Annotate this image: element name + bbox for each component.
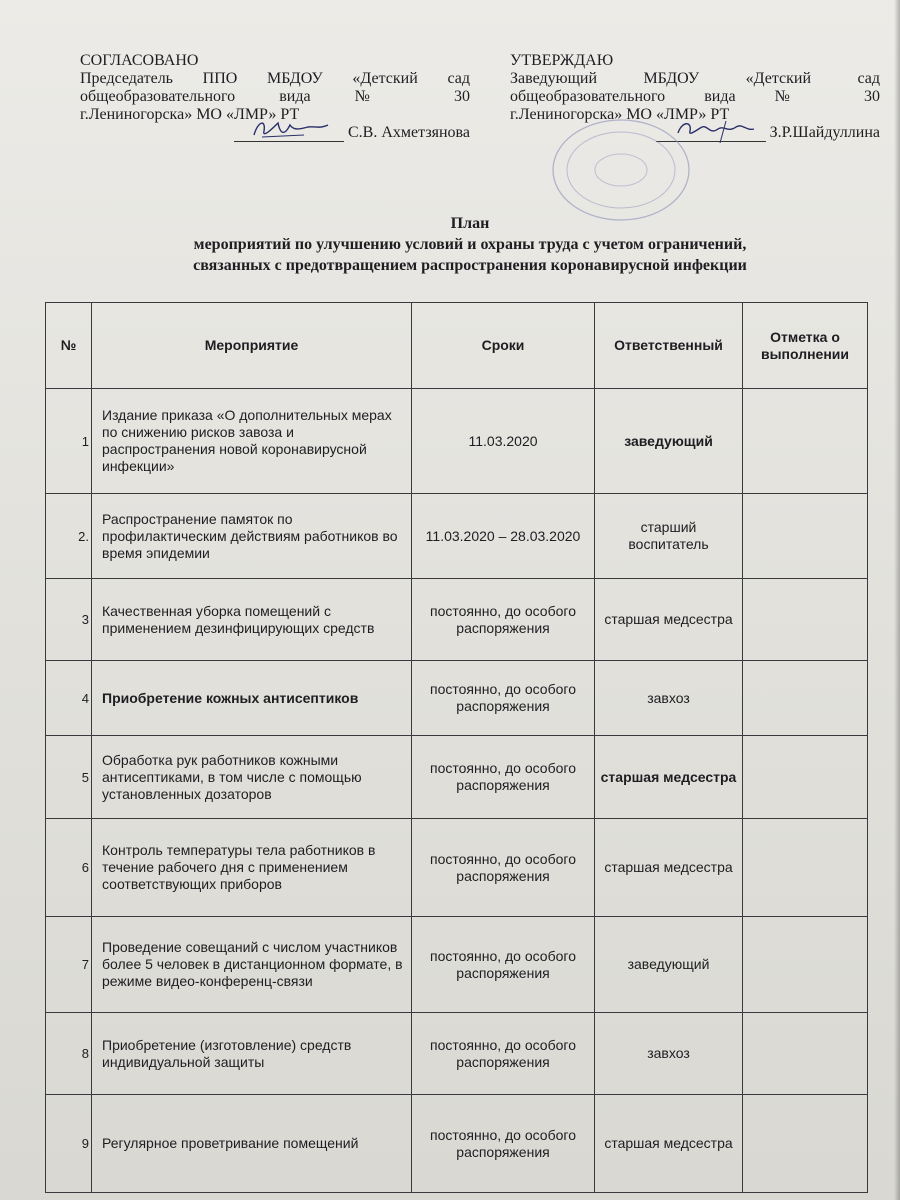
- page-edge-shadow: [894, 0, 900, 1200]
- agreed-line-1: Председатель ППО МБДОУ «Детский сад: [80, 70, 470, 87]
- row-responsible: завхоз: [595, 661, 743, 736]
- row-activity: Приобретение (изготовление) средств индивидуальной защиты: [92, 1013, 412, 1095]
- round-stamp-icon: [546, 118, 696, 228]
- row-activity: Приобретение кожных антисептиков: [92, 661, 412, 736]
- row-completion-mark: [743, 917, 868, 1013]
- row-number: 8: [46, 1013, 92, 1095]
- row-completion-mark: [743, 736, 868, 819]
- row-responsible: старшая медсестра: [595, 579, 743, 661]
- table-row: [46, 917, 868, 1013]
- header-term: Сроки: [412, 303, 595, 389]
- row-term: постоянно, до особого распоряжения: [412, 1095, 595, 1193]
- row-term: 11.03.2020 – 28.03.2020: [412, 494, 595, 579]
- row-number: 7: [46, 917, 92, 1013]
- plan-subtitle-line-1: мероприятий по улучшению условий и охраны труда с учетом ограничений,: [193, 236, 747, 253]
- row-term: постоянно, до особого распоряжения: [412, 819, 595, 917]
- table-row: [46, 1095, 868, 1193]
- row-term: 11.03.2020: [412, 389, 595, 494]
- row-term: постоянно, до особого распоряжения: [412, 736, 595, 819]
- row-completion-mark: [743, 661, 868, 736]
- row-activity: Качественная уборка помещений с применением дезинфицирующих средств: [92, 579, 412, 661]
- table-row: [46, 661, 868, 736]
- row-responsible: старшая медсестра: [595, 1095, 743, 1193]
- row-number: 4: [46, 661, 92, 736]
- agreed-signature-row: [80, 124, 470, 142]
- row-number: 9: [46, 1095, 92, 1193]
- row-responsible: завхоз: [595, 1013, 743, 1095]
- header-responsible: Ответственный: [595, 303, 743, 389]
- agreed-signature-line: [234, 125, 344, 142]
- row-activity: Распространение памяток по профилактическим действиям работников во время эпидемии: [92, 494, 412, 579]
- row-completion-mark: [743, 1095, 868, 1193]
- row-term: постоянно, до особого распоряжения: [412, 917, 595, 1013]
- table-row: [46, 389, 868, 494]
- row-number: 1: [46, 389, 92, 494]
- row-activity: Регулярное проветривание помещений: [92, 1095, 412, 1193]
- approved-signer-name: З.Р.Шайдуллина: [769, 124, 880, 141]
- row-activity: Проведение совещаний с числом участников более 5 человек в дистанционном формате, в режиме видео-конференц-связи: [92, 917, 412, 1013]
- row-completion-mark: [743, 579, 868, 661]
- agreed-line-3: г.Лениногорска» МО «ЛМР» РТ: [80, 106, 300, 123]
- row-activity: Контроль температуры тела работников в течение рабочего дня с применением соответствующих приборов: [92, 819, 412, 917]
- approved-line-1: Заведующий МБДОУ «Детский сад: [510, 70, 880, 87]
- row-responsible: старшая медсестра: [595, 819, 743, 917]
- header-activity: Мероприятие: [92, 303, 412, 389]
- approved-heading: УТВЕРЖДАЮ: [510, 52, 614, 69]
- table-header-row: [46, 303, 868, 389]
- row-term: постоянно, до особого распоряжения: [412, 579, 595, 661]
- plan-subtitle-line-2: связанных с предотвращением распространения коронавирусной инфекции: [193, 257, 747, 274]
- agreed-heading: СОГЛАСОВАНО: [80, 52, 199, 69]
- row-responsible: старшая медсестра: [595, 736, 743, 819]
- row-number: 3: [46, 579, 92, 661]
- row-term: постоянно, до особого распоряжения: [412, 1013, 595, 1095]
- agreed-line-2: общеобразовательного вида № 30: [80, 88, 470, 105]
- row-responsible: старший воспитатель: [595, 494, 743, 579]
- table-row: [46, 736, 868, 819]
- agreed-handwritten-signature: [244, 117, 334, 143]
- row-completion-mark: [743, 494, 868, 579]
- plan-title: План: [450, 215, 490, 232]
- table-row: [46, 1013, 868, 1095]
- row-term: постоянно, до особого распоряжения: [412, 661, 595, 736]
- approved-line-3: г.Лениногорска» МО «ЛМР» РТ: [510, 106, 730, 123]
- table-row: [46, 819, 868, 917]
- header-completion-mark: Отметка о выполнении: [743, 303, 868, 389]
- row-responsible: заведующий: [595, 389, 743, 494]
- agreed-signer-name: С.В. Ахметзянова: [348, 124, 470, 141]
- row-number: 6: [46, 819, 92, 917]
- header-number: №: [46, 303, 92, 389]
- row-completion-mark: [743, 819, 868, 917]
- row-number: 5: [46, 736, 92, 819]
- row-activity: Издание приказа «О дополнительных мерах по снижению рисков завоза и распространения новой коронавирусной инфекции»: [92, 389, 412, 494]
- measures-table: [45, 302, 868, 1193]
- approval-agreed-block: [80, 52, 470, 142]
- row-responsible: заведующий: [595, 917, 743, 1013]
- row-completion-mark: [743, 1013, 868, 1095]
- row-activity: Обработка рук работников кожными антисептиками, в том числе с помощью установленных дозаторов: [92, 736, 412, 819]
- table-row: [46, 579, 868, 661]
- table-row: [46, 494, 868, 579]
- row-completion-mark: [743, 389, 868, 494]
- approved-line-2: общеобразовательного вида № 30: [510, 88, 880, 105]
- row-number: 2.: [46, 494, 92, 579]
